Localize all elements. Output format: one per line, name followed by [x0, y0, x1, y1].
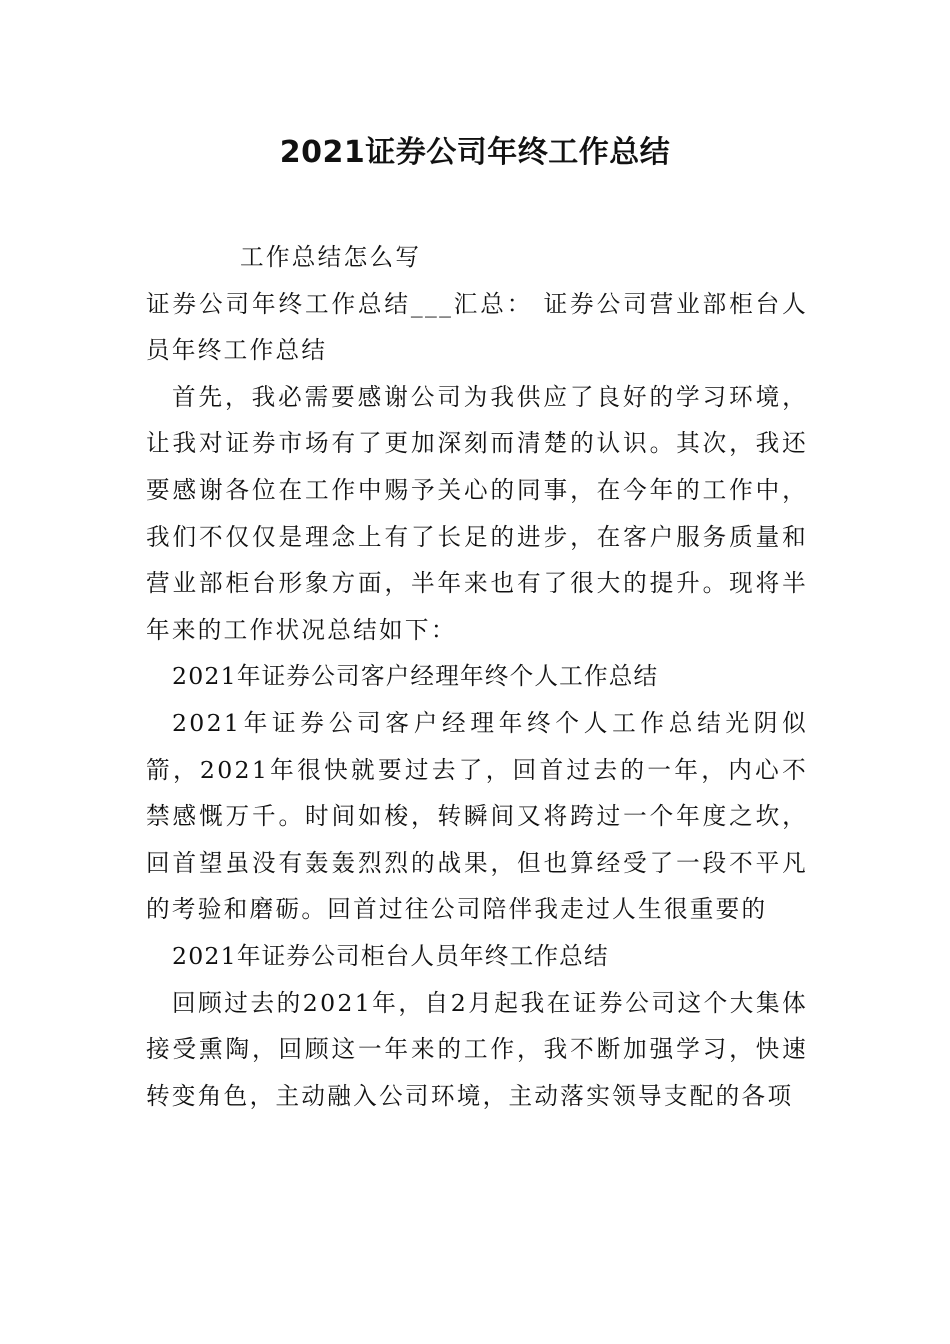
document-title: 2021证券公司年终工作总结	[279, 135, 671, 170]
intro-line: 证券公司年终工作总结___汇总： 证券公司营业部柜台人员年终工作总结	[146, 289, 808, 365]
document-body	[146, 234, 808, 1119]
paragraph-2: 2021年证券公司客户经理年终个人工作总结光阴似箭，2021年很快就要过去了，回首过去的一年，内心不禁感慨万千。时间如梭，转瞬间又将跨过一个年度之坎，回首望虽没有轰轰烈烈的战果，但也算经受了一段不平凡的考验和磨砺。回首过往公司陪伴我走过人生很重要的	[146, 708, 808, 924]
document-subtitle: 工作总结怎么写	[240, 243, 422, 271]
paragraph-3: 回顾过去的2021年，自2月起我在证券公司这个大集体接受熏陶，回顾这一年来的工作，我不断加强学习，快速转变角色，主动融入公司环境，主动落实领导支配的各项	[146, 988, 808, 1110]
section-heading-2: 2021年证券公司客户经理年终个人工作总结	[172, 662, 659, 691]
paragraph-1: 首先，我必需要感谢公司为我供应了良好的学习环境，让我对证券市场有了更加深刻而清楚的认识。其次，我还要感谢各位在工作中赐予关心的同事，在今年的工作中，我们不仅仅是理念上有了长足的进步，在客户服务质量和营业部柜台形象方面，半年来也有了很大的提升。现将半年来的工作状况总结如下：	[146, 382, 808, 644]
section-heading-3: 2021年证券公司柜台人员年终工作总结	[172, 941, 609, 970]
